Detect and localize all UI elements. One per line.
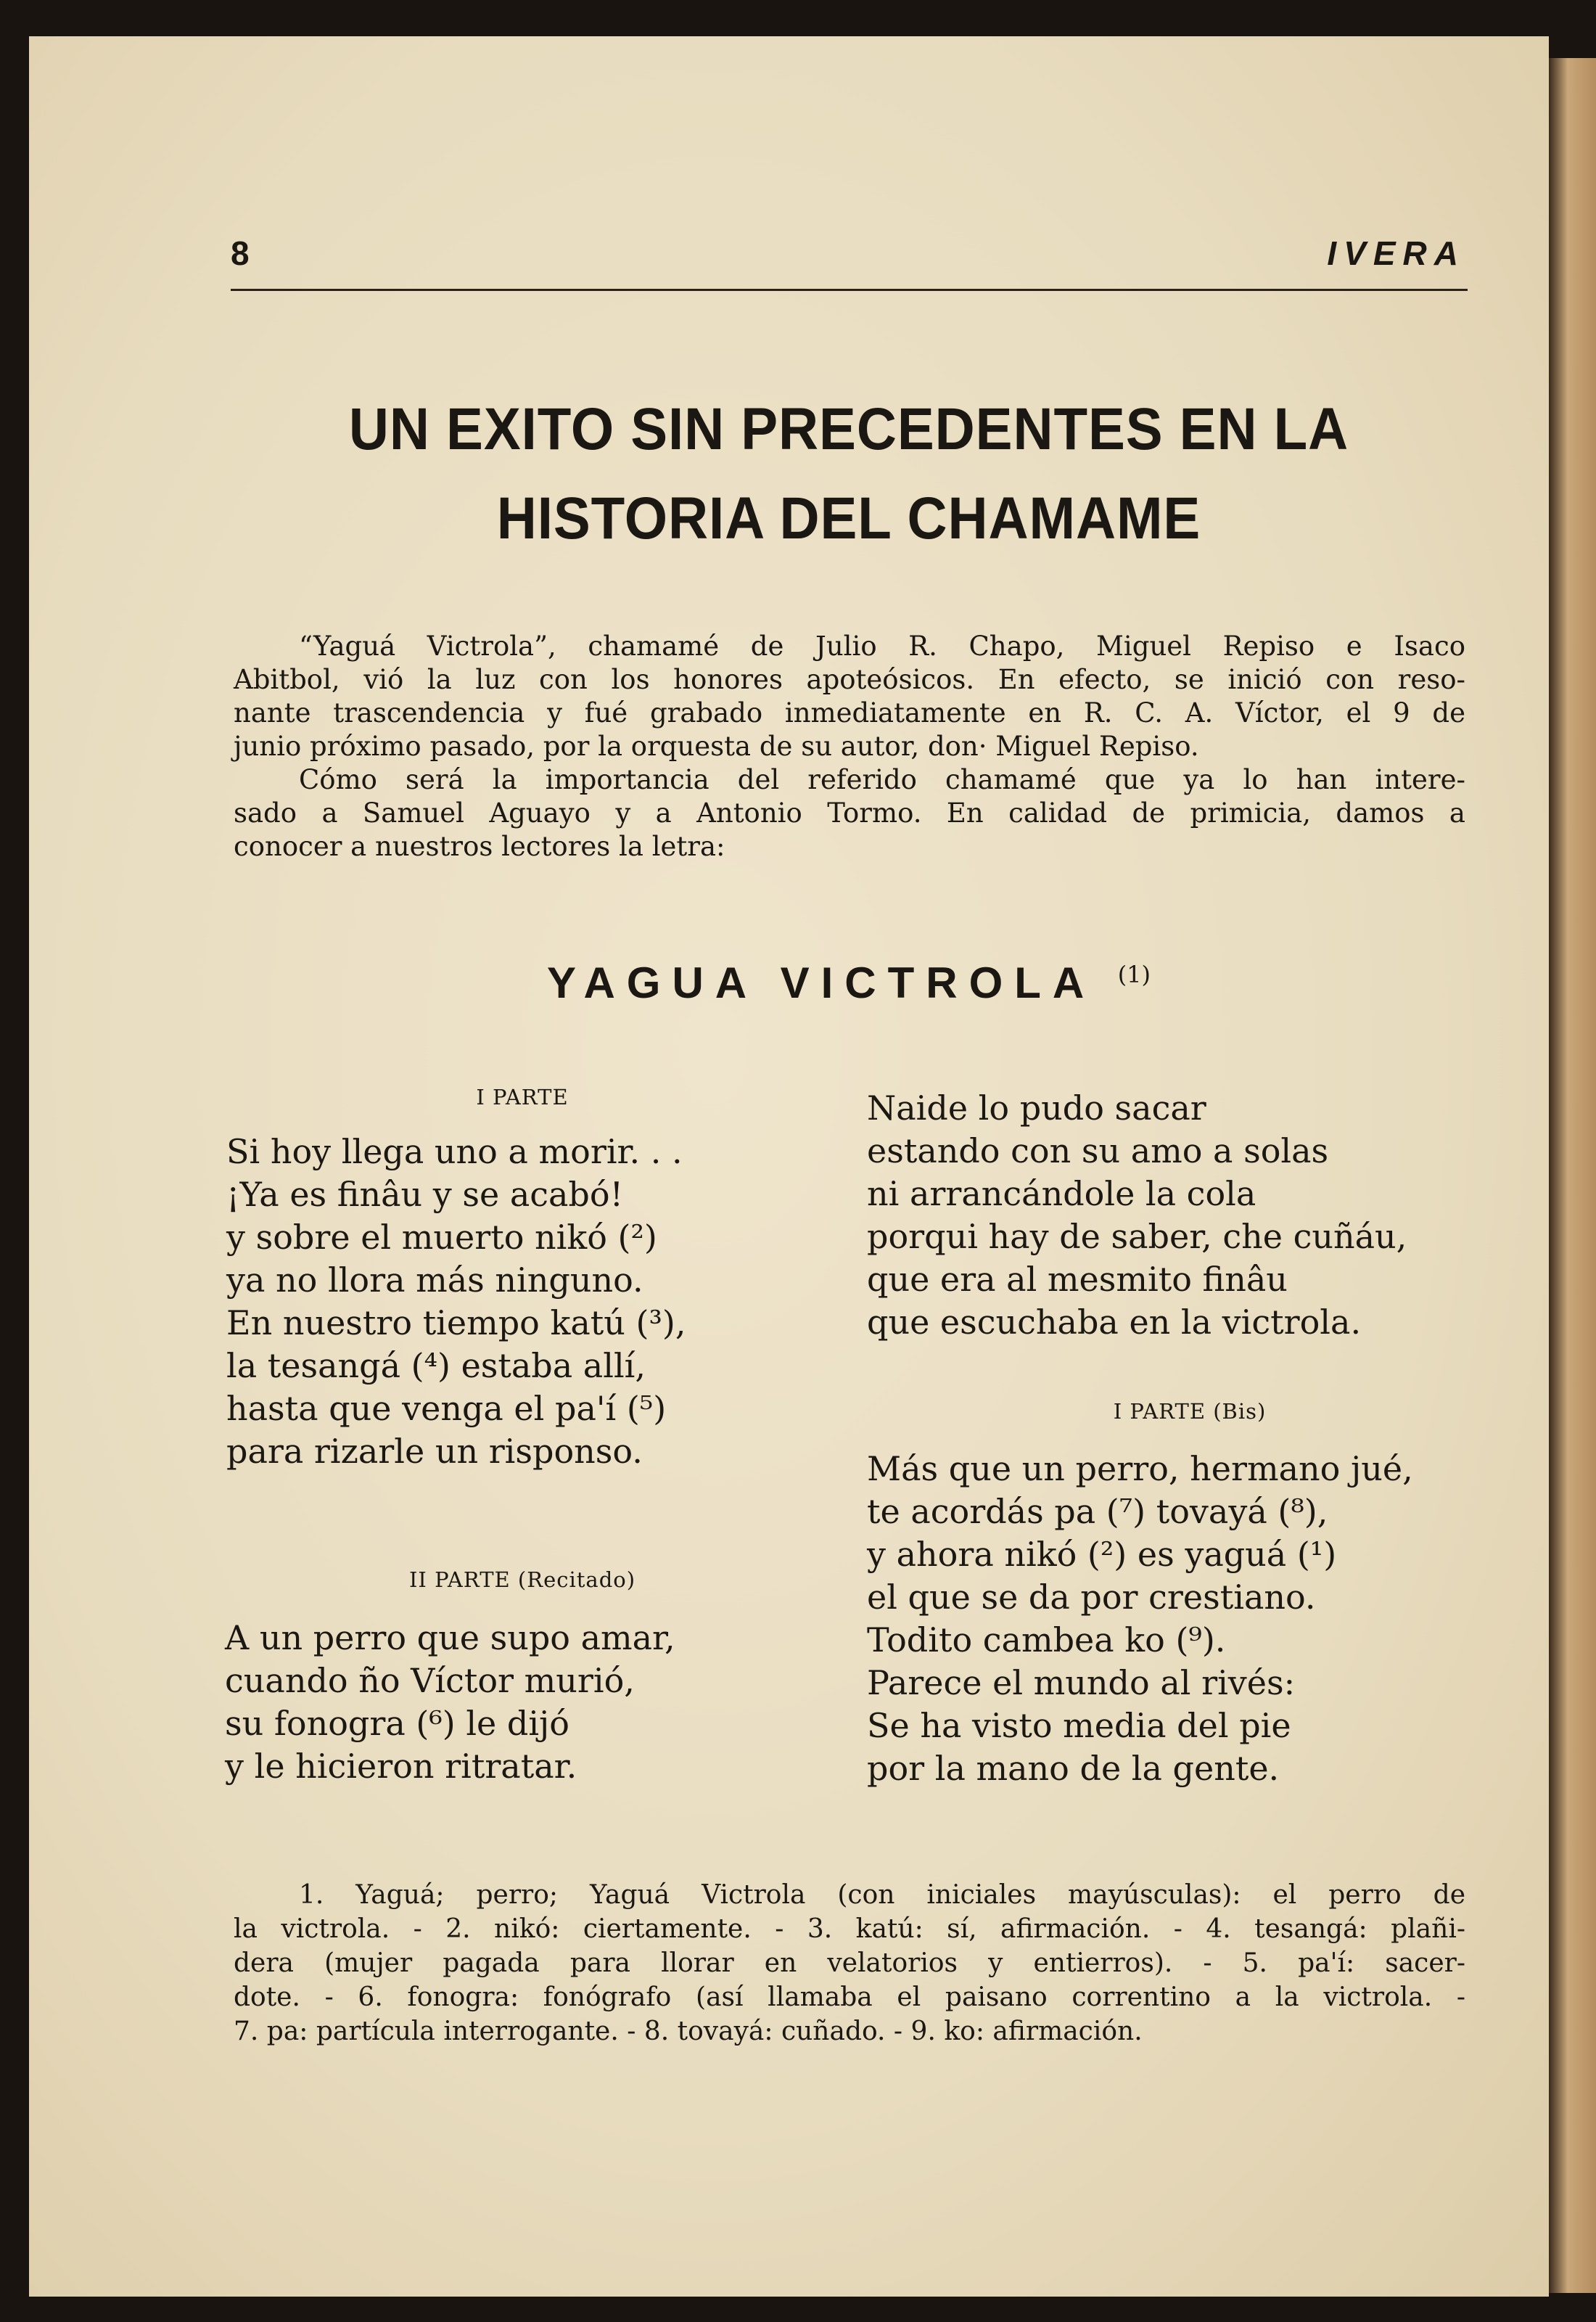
text-line: sado a Samuel Aguayo y a Antonio Tormo. En calidad de primicia, damos a	[234, 797, 1465, 829]
song-title-text: YAGUA VICTROLA	[546, 959, 1095, 1007]
verse-line: Naide lo pudo sacar	[867, 1088, 1206, 1128]
verse-line: cuando ño Víctor murió,	[225, 1661, 635, 1700]
verse-line: porqui hay de saber, che cuñáu,	[867, 1217, 1407, 1256]
verse-line: Parece el mundo al rivés:	[867, 1663, 1296, 1702]
verse-line: por la mano de la gente.	[867, 1749, 1280, 1788]
text-line: conocer a nuestros lectores la letra:	[234, 831, 725, 862]
verse-line: Si hoy llega uno a morir. . .	[226, 1132, 683, 1171]
text-line: Abitbol, vió la luz con los honores apoteósicos. En efecto, se inició con reso-	[234, 664, 1465, 695]
verse-line: ¡Ya es finâu y se acabó!	[226, 1175, 624, 1214]
text-line: junio próximo pasado, por la orquesta de su autor, don· Miguel Repiso.	[234, 731, 1199, 762]
verse-line: Más que un perro, hermano jué,	[867, 1449, 1413, 1488]
verse-stanza-2	[225, 1617, 675, 1788]
verse-stanza-4	[867, 1448, 1413, 1790]
page-number: 8	[231, 234, 250, 272]
verse-line: Se ha visto media del pie	[867, 1706, 1291, 1745]
running-title: IVERA	[1327, 234, 1465, 272]
verse-line: el que se da por crestiano.	[867, 1578, 1316, 1617]
verse-line: y sobre el muerto nikó (²)	[226, 1218, 657, 1257]
verse-line: ya no llora más ninguno.	[226, 1260, 643, 1300]
section-heading: I PARTE	[476, 1085, 569, 1109]
song-title-footnote: (1)	[1117, 961, 1151, 988]
verse-stanza-1	[226, 1131, 686, 1473]
section-heading: I PARTE (Bis)	[1113, 1399, 1267, 1424]
verse-line: ni arrancándole la cola	[867, 1174, 1256, 1213]
text-line: nante trascendencia y fué grabado inmediatamente en R. C. A. Víctor, el 9 de	[234, 697, 1465, 729]
footnote-line: 1. Yaguá; perro; Yaguá Victrola (con iniciales mayúsculas): el perro de	[299, 1880, 1465, 1910]
section-heading: II PARTE (Recitado)	[408, 1567, 636, 1592]
verse-line: y le hicieron ritratar.	[225, 1747, 577, 1786]
verse-line: la tesangá (⁴) estaba allí,	[226, 1346, 646, 1385]
intro-paragraph-2	[234, 763, 1465, 863]
text-line: “Yaguá Victrola”, chamamé de Julio R. Chapo, Miguel Repiso e Isaco	[299, 631, 1465, 662]
verse-stanza-3	[867, 1087, 1407, 1344]
footnote-line: 7. pa: partícula interrogante. - 8. tovayá: cuñado. - 9. ko: afirmación.	[234, 2017, 1143, 2046]
footnotes	[234, 1878, 1465, 2048]
verse-line: su fonogra (⁶) le dijó	[225, 1704, 570, 1743]
song-title	[218, 958, 1480, 1008]
header-rule	[231, 289, 1468, 291]
article-title-line-2: HISTORIA DEL CHAMAME	[496, 485, 1201, 551]
verse-line: que escuchaba en la victrola.	[867, 1302, 1362, 1342]
verse-line: que era al mesmito finâu	[867, 1260, 1288, 1299]
footnote-line: dote. - 6. fonogra: fonógrafo (así llamaba el paisano correntino a la victrola. -	[234, 1982, 1465, 2012]
verse-line: Todito cambea ko (⁹).	[867, 1620, 1226, 1660]
verse-line: En nuestro tiempo katú (³),	[226, 1303, 686, 1342]
adjacent-page-edge	[1549, 58, 1596, 2293]
verse-line: y ahora nikó (²) es yaguá (¹)	[867, 1535, 1337, 1574]
text-line: Cómo será la importancia del referido chamamé que ya lo han intere-	[299, 764, 1465, 795]
verse-line: te acordás pa (⁷) tovayá (⁸),	[867, 1492, 1328, 1531]
intro-paragraph-1	[234, 630, 1465, 763]
footnote-line: dera (mujer pagada para llorar en velatorios y entierros). - 5. pa'í: sacer-	[234, 1948, 1465, 1978]
verse-line: estando con su amo a solas	[867, 1131, 1329, 1170]
footnote-line: la victrola. - 2. nikó: ciertamente. - 3. katú: sí, afirmación. - 4. tesangá: plañi-	[234, 1914, 1465, 1944]
verse-line: para rizarle un risponso.	[226, 1432, 643, 1471]
verse-line: A un perro que supo amar,	[225, 1618, 675, 1657]
article-title-line-1: UN EXITO SIN PRECEDENTES EN LA	[348, 396, 1349, 462]
verse-line: hasta que venga el pa'í (⁵)	[226, 1389, 667, 1428]
